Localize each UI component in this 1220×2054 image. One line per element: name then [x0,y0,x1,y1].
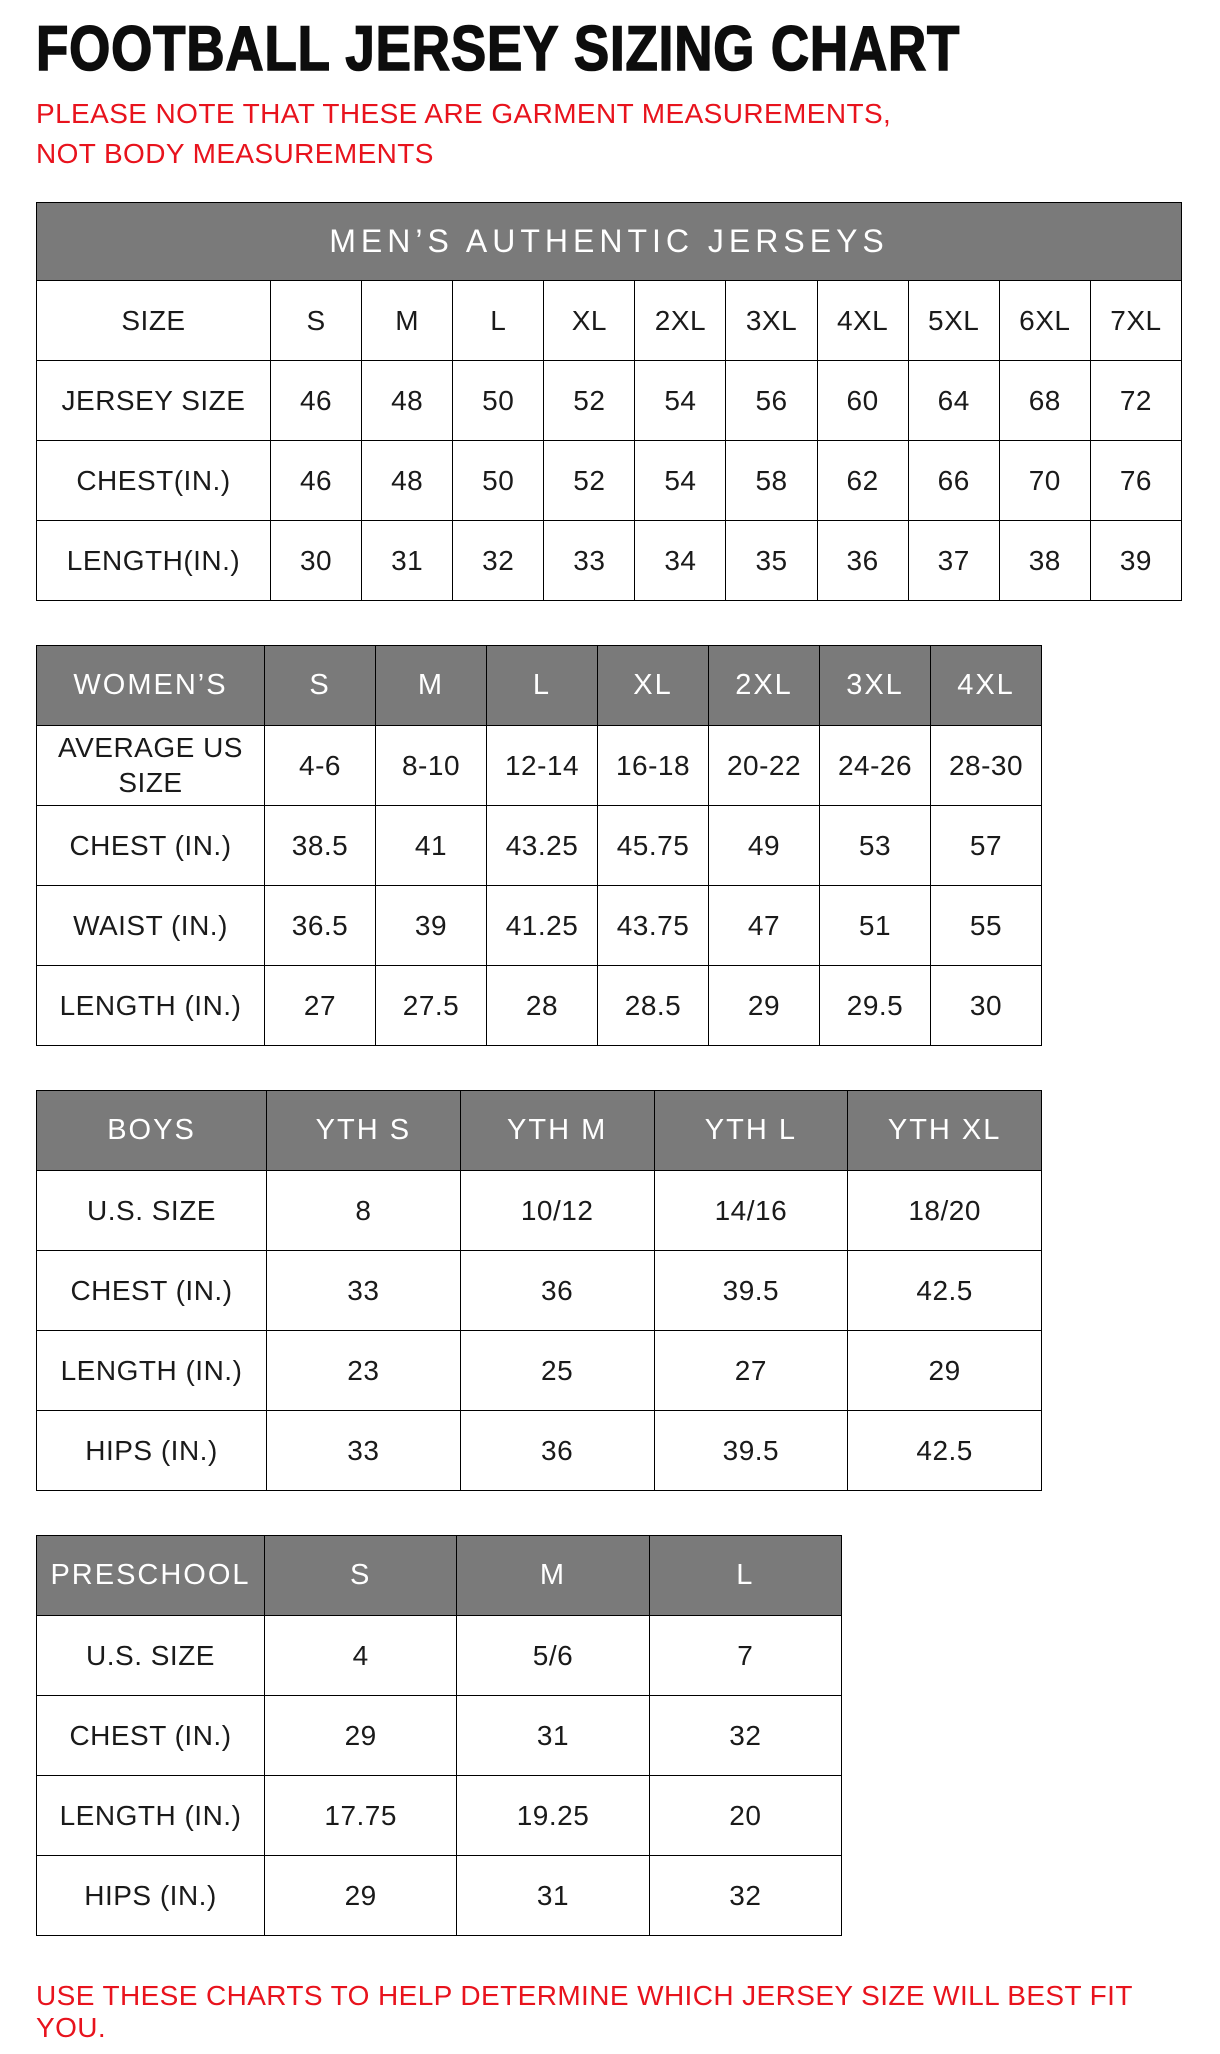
value-cell: 47 [709,885,820,965]
value-cell: 16-18 [598,725,709,805]
header-cell: S [265,645,376,725]
value-cell: 39 [376,885,487,965]
table-row [37,280,1182,360]
value-cell: 29.5 [820,965,931,1045]
header-cell: M [376,645,487,725]
value-cell: 28-30 [931,725,1042,805]
value-cell: 38.5 [265,805,376,885]
value-cell: 4-6 [265,725,376,805]
value-cell: 18/20 [848,1170,1042,1250]
value-cell: 27 [654,1330,848,1410]
value-cell: 50 [453,360,544,440]
value-cell: 76 [1090,440,1181,520]
value-cell: 33 [267,1410,461,1490]
row-label-cell: CHEST(IN.) [37,440,271,520]
value-cell: 41.25 [487,885,598,965]
header-cell: L [649,1535,841,1615]
value-cell: 33 [267,1250,461,1330]
row-label-cell: LENGTH (IN.) [37,965,265,1045]
value-cell: 45.75 [598,805,709,885]
value-cell: 41 [376,805,487,885]
table-row [37,965,1042,1045]
value-cell: 32 [649,1695,841,1775]
row-label-cell: U.S. SIZE [37,1170,267,1250]
value-cell: 33 [544,520,635,600]
table-row [37,1170,1042,1250]
header-cell: 4XL [931,645,1042,725]
table-row [37,1775,842,1855]
value-cell: 36 [460,1410,654,1490]
value-cell: 46 [271,360,362,440]
value-cell: 4XL [817,280,908,360]
header-cell: YTH M [460,1090,654,1170]
value-cell: 70 [999,440,1090,520]
value-cell: 31 [362,520,453,600]
value-cell: 8 [267,1170,461,1250]
value-cell: 37 [908,520,999,600]
value-cell: 48 [362,440,453,520]
value-cell: 2XL [635,280,726,360]
value-cell: 52 [544,360,635,440]
header-cell: M [457,1535,649,1615]
value-cell: 49 [709,805,820,885]
row-label-cell: U.S. SIZE [37,1615,265,1695]
value-cell: 51 [820,885,931,965]
value-cell: 30 [931,965,1042,1045]
value-cell: 58 [726,440,817,520]
row-label-cell: LENGTH (IN.) [37,1775,265,1855]
value-cell: 42.5 [848,1410,1042,1490]
value-cell: 46 [271,440,362,520]
table-row [37,1250,1042,1330]
value-cell: 48 [362,360,453,440]
header-cell: YTH S [267,1090,461,1170]
value-cell: 24-26 [820,725,931,805]
value-cell: 35 [726,520,817,600]
table-row [37,805,1042,885]
value-cell: 32 [649,1855,841,1935]
value-cell: 4 [265,1615,457,1695]
value-cell: L [453,280,544,360]
page-title: FOOTBALL JERSEY SIZING CHART [36,14,961,84]
row-label-cell: HIPS (IN.) [37,1410,267,1490]
value-cell: 23 [267,1330,461,1410]
value-cell: 5/6 [457,1615,649,1695]
value-cell: 30 [271,520,362,600]
header-cell: WOMEN’S [37,645,265,725]
table-row [37,360,1182,440]
row-label-cell: HIPS (IN.) [37,1855,265,1935]
value-cell: 72 [1090,360,1181,440]
header-cell: XL [598,645,709,725]
value-cell: 29 [265,1695,457,1775]
boys-table [36,1090,1042,1491]
value-cell: S [271,280,362,360]
value-cell: 20 [649,1775,841,1855]
value-cell: 42.5 [848,1250,1042,1330]
value-cell: 39.5 [654,1410,848,1490]
row-label-cell: SIZE [37,280,271,360]
value-cell: 12-14 [487,725,598,805]
value-cell: 29 [848,1330,1042,1410]
header-cell: YTH XL [848,1090,1042,1170]
header-cell: L [487,645,598,725]
row-label-cell: AVERAGE US SIZE [37,725,265,805]
value-cell: 54 [635,440,726,520]
value-cell: 7 [649,1615,841,1695]
value-cell: 25 [460,1330,654,1410]
value-cell: 36 [460,1250,654,1330]
table-row [37,725,1042,805]
value-cell: 39 [1090,520,1181,600]
table-header-row [37,1535,842,1615]
value-cell: 38 [999,520,1090,600]
value-cell: 36 [817,520,908,600]
row-label-cell: LENGTH(IN.) [37,520,271,600]
value-cell: 53 [820,805,931,885]
header-cell: 3XL [820,645,931,725]
value-cell: 31 [457,1855,649,1935]
value-cell: 28.5 [598,965,709,1045]
value-cell: 32 [453,520,544,600]
mens-table-title: MEN’S AUTHENTIC JERSEYS [37,202,1182,280]
value-cell: 20-22 [709,725,820,805]
value-cell: 8-10 [376,725,487,805]
table-header-row [37,1090,1042,1170]
header-cell: BOYS [37,1090,267,1170]
header-cell: PRESCHOOL [37,1535,265,1615]
value-cell: 3XL [726,280,817,360]
value-cell: 34 [635,520,726,600]
row-label-cell: CHEST (IN.) [37,1250,267,1330]
row-label-cell: CHEST (IN.) [37,1695,265,1775]
value-cell: XL [544,280,635,360]
table-title-row [37,202,1182,280]
value-cell: 31 [457,1695,649,1775]
value-cell: 43.25 [487,805,598,885]
value-cell: 17.75 [265,1775,457,1855]
value-cell: 68 [999,360,1090,440]
value-cell: 50 [453,440,544,520]
value-cell: 28 [487,965,598,1045]
table-row [37,1695,842,1775]
womens-table [36,645,1042,1046]
row-label-cell: WAIST (IN.) [37,885,265,965]
value-cell: 52 [544,440,635,520]
value-cell: M [362,280,453,360]
table-row [37,440,1182,520]
value-cell: 57 [931,805,1042,885]
preschool-table [36,1535,842,1936]
table-row [37,1410,1042,1490]
value-cell: 56 [726,360,817,440]
value-cell: 19.25 [457,1775,649,1855]
table-row [37,1330,1042,1410]
value-cell: 36.5 [265,885,376,965]
value-cell: 5XL [908,280,999,360]
value-cell: 29 [709,965,820,1045]
footer-advice-text: USE THESE CHARTS TO HELP DETERMINE WHICH JERSEY SIZE WILL BEST FIT YOU. [36,1979,1133,2043]
row-label-cell: CHEST (IN.) [37,805,265,885]
header-cell: YTH L [654,1090,848,1170]
table-row [37,1615,842,1695]
header-cell: 2XL [709,645,820,725]
row-label-cell: LENGTH (IN.) [37,1330,267,1410]
table-header-row [37,645,1042,725]
mens-authentic-jerseys-table [36,202,1182,601]
table-row [37,1855,842,1935]
value-cell: 62 [817,440,908,520]
table-row [37,885,1042,965]
value-cell: 54 [635,360,726,440]
value-cell: 64 [908,360,999,440]
value-cell: 55 [931,885,1042,965]
value-cell: 7XL [1090,280,1181,360]
value-cell: 43.75 [598,885,709,965]
value-cell: 10/12 [460,1170,654,1250]
value-cell: 60 [817,360,908,440]
value-cell: 27 [265,965,376,1045]
value-cell: 29 [265,1855,457,1935]
value-cell: 14/16 [654,1170,848,1250]
value-cell: 66 [908,440,999,520]
header-cell: S [265,1535,457,1615]
value-cell: 6XL [999,280,1090,360]
table-row [37,520,1182,600]
row-label-cell: JERSEY SIZE [37,360,271,440]
value-cell: 27.5 [376,965,487,1045]
value-cell: 39.5 [654,1250,848,1330]
garment-measurements-note: PLEASE NOTE THAT THESE ARE GARMENT MEASUREMENTS, NOT BODY MEASUREMENTS [36,98,892,169]
